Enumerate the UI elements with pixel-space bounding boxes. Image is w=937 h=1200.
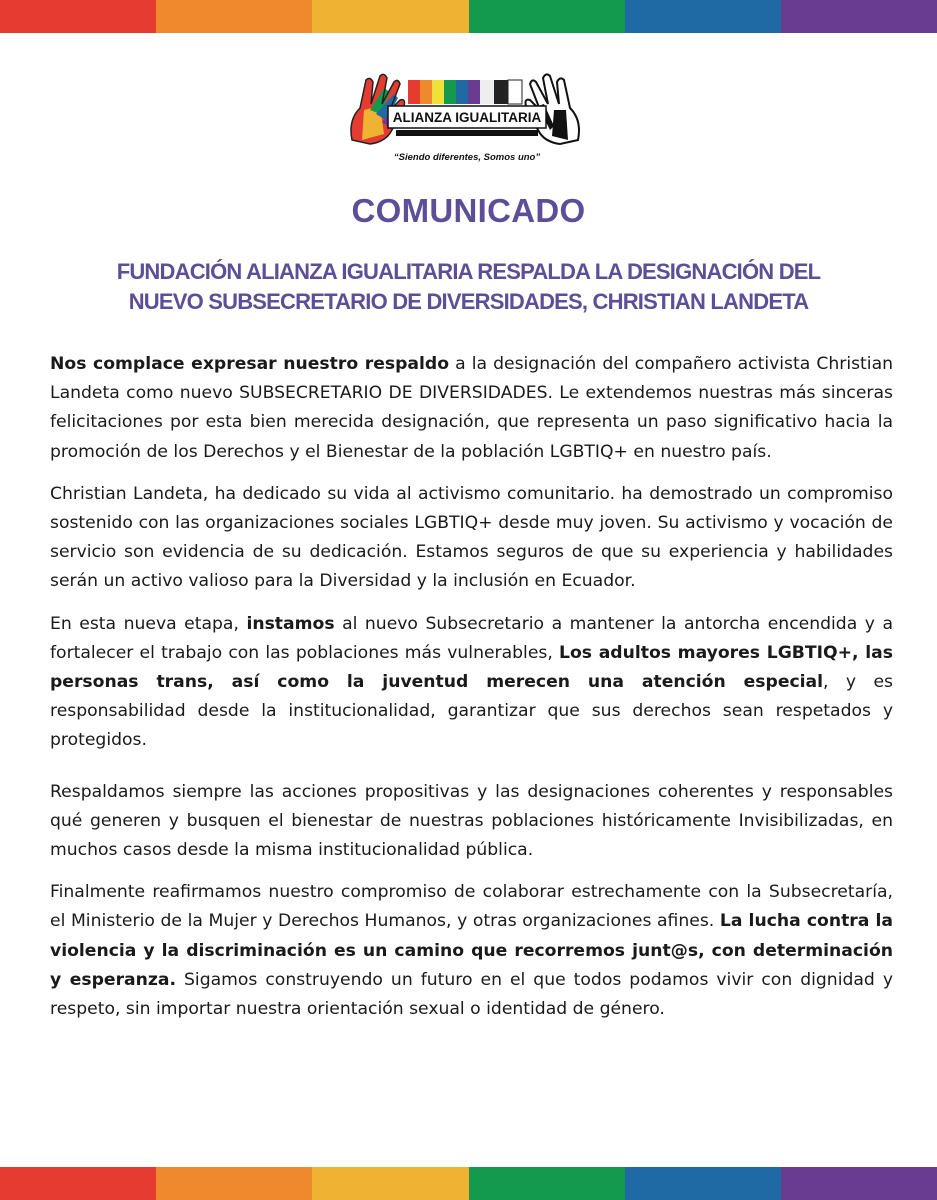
statement-body [50, 350, 893, 1037]
stripe-orange [156, 0, 312, 33]
rainbow-stripe-top [0, 0, 937, 33]
logo-hands-icon [340, 70, 590, 170]
paragraph-1-text: a la designación del compañero activista Christian Landeta como nuevo SUBSECRETARIO DE DIVERSIDADES. Le extendemos nuestras más sinceras felicitaciones por esta bien merecida designación, que representa un paso significativo hacia la promoción de los Derechos y el Bienestar de la población LGBTIQ+ en nuestro país. [50, 354, 893, 462]
logo-tagline: “Siendo diferentes, Somos uno” [393, 152, 541, 163]
stripe-green [469, 1167, 625, 1200]
paragraph-3-text-c: , y es responsabilidad desde la institucionalidad, garantizar que sus derechos sean respetados y protegidos. [50, 672, 893, 751]
paragraph-3-text-a: En esta nueva etapa, [50, 613, 247, 634]
alianza-igualitaria-logo [340, 70, 590, 170]
subtitle-line-2: NUEVO SUBSECRETARIO DE DIVERSIDADES, CHRISTIAN LANDETA [128, 289, 809, 314]
paragraph-5 [50, 878, 893, 1024]
stripe-purple [781, 0, 937, 33]
paragraph-4: Respaldamos siempre las acciones propositivas y las designaciones coherentes y responsables qué generen y busquen el bienestar de nuestras poblaciones históricamente Invisibilizadas, en muchos casos desde la misma institucionalidad pública. [50, 781, 893, 861]
paragraph-3-bold-a: instamos [246, 613, 335, 634]
stripe-blue [625, 1167, 781, 1200]
stripe-red [0, 1167, 156, 1200]
page-subtitle [70, 257, 867, 317]
paragraph-5-text-b: Sigamos construyendo un futuro en el que todos podamos vivir con dignidad y respeto, sin importar nuestra orientación sexual o identidad de género. [50, 969, 893, 1020]
paragraph-1-bold: Nos complace expresar nuestro respaldo [50, 354, 449, 374]
paragraph-2: Christian Landeta, ha dedicado su vida al activismo comunitario. ha demostrado un compromiso sostenido con las organizaciones sociales LGBTIQ+ desde muy joven. Su activismo y vocación de servicio son evidencia de su dedicación. Estamos seguros de que su experiencia y habilidades serán un activo valioso para la Diversidad y la inclusión en Ecuador. [50, 483, 893, 592]
paragraph-3-bold-b: Los adultos mayores LGBTIQ+, las personas trans, así como la juventud merecen una atención especial [50, 642, 893, 693]
stripe-yellow [312, 0, 468, 33]
paragraph-1 [50, 350, 893, 467]
paragraph-3-text-b: al nuevo Subsecretario a mantener la antorcha encendida y a fortalecer el trabajo con las poblaciones más vulnerables, [50, 613, 893, 663]
paragraph-5-text-a: Finalmente reafirmamos nuestro compromiso de colaborar estrechamente con la Subsecretaría, el Ministerio de la Mujer y Derechos Humanos, y otras organizaciones afines. [50, 882, 893, 932]
stripe-yellow [312, 1167, 468, 1200]
paragraph-3 [50, 610, 893, 756]
stripe-green [469, 0, 625, 33]
subtitle-line-1: FUNDACIÓN ALIANZA IGUALITARIA RESPALDA LA DESIGNACIÓN DEL [116, 259, 821, 284]
stripe-blue [625, 0, 781, 33]
logo-name: ALIANZA IGUALITARIA [392, 110, 542, 125]
rainbow-blocks [408, 80, 522, 104]
rainbow-stripe-bottom [0, 1167, 937, 1200]
paragraph-5-bold: La lucha contra la violencia y la discriminación es un camino que recorremos junt@s, con determinación y esperanza. [50, 911, 893, 990]
logo-underline [396, 130, 538, 136]
page-title: COMUNICADO [351, 192, 586, 229]
stripe-orange [156, 1167, 312, 1200]
stripe-purple [781, 1167, 937, 1200]
stripe-red [0, 0, 156, 33]
